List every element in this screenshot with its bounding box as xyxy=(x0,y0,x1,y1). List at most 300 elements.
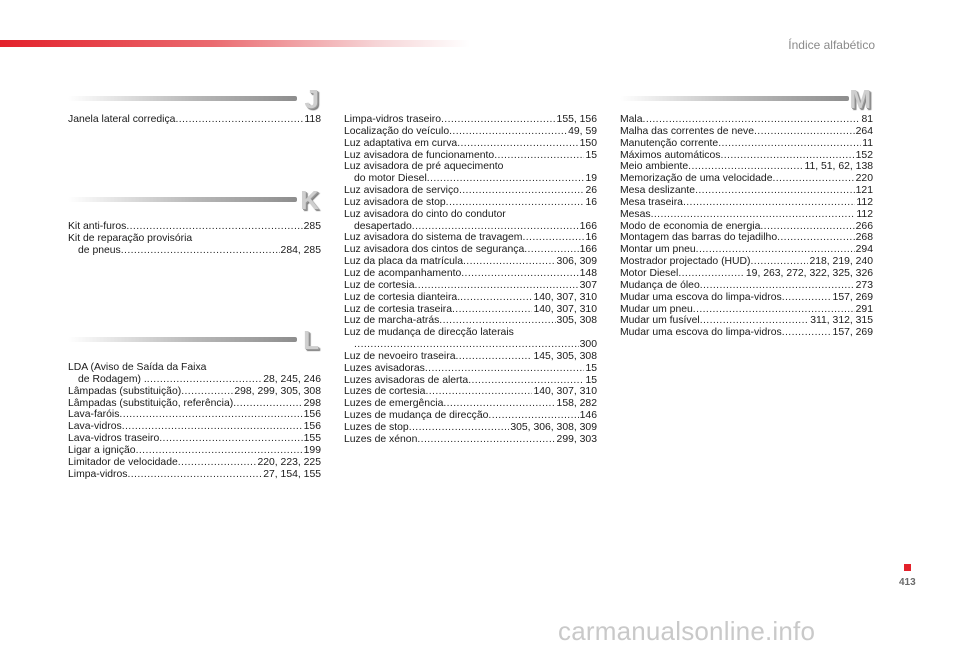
index-entry xyxy=(344,197,597,209)
index-entry-pages: 16 xyxy=(585,196,597,208)
index-entry-label: Mudar uma escova do limpa-vidros xyxy=(620,291,782,303)
index-entry-label: Luz avisadora de stop xyxy=(344,196,446,208)
index-entry xyxy=(344,363,597,375)
index-entry-pages: 307 xyxy=(579,279,597,291)
index-entry xyxy=(344,126,597,138)
leader-dots xyxy=(175,114,303,126)
index-entry-pages: 15 xyxy=(585,149,597,161)
index-entry-label: Luz de cortesia dianteira. xyxy=(344,291,461,303)
leader-dots xyxy=(417,434,555,446)
index-entry-line xyxy=(68,421,321,433)
section-letter: K xyxy=(300,185,319,215)
index-entry xyxy=(344,185,597,197)
index-entry xyxy=(620,138,873,150)
index-entry-line xyxy=(344,434,597,446)
page-title: Índice alfabético xyxy=(788,38,875,52)
index-entry xyxy=(620,268,873,280)
index-entry-pages: 11, 51, 62, 138 xyxy=(804,161,873,173)
section-heading-j xyxy=(68,86,321,116)
index-entry-line xyxy=(620,138,873,150)
leader-dots xyxy=(522,232,584,244)
index-entry-label: Limpa-vidros traseiro xyxy=(344,114,442,125)
index-entry-pages: 19, 263, 272, 322, 325, 326 xyxy=(745,267,873,279)
index-entry-label: de pneus xyxy=(78,244,121,256)
index-entry-pages: 298, 299, 305, 308 xyxy=(234,385,321,397)
leader-dots xyxy=(651,209,856,221)
index-entry xyxy=(344,280,597,292)
index-entry-label: do motor Diesel xyxy=(354,173,427,185)
index-entry-pages: 291 xyxy=(855,303,873,315)
heading-rule xyxy=(68,337,297,342)
index-entry-pages: 156 xyxy=(303,409,321,421)
index-entry-label: Luz avisadora do sistema de travagem xyxy=(344,232,523,244)
leader-dots xyxy=(414,280,578,292)
index-entry-line xyxy=(344,292,597,304)
leader-dots xyxy=(463,256,556,268)
index-entry xyxy=(344,375,597,387)
leader-dots xyxy=(443,398,555,410)
index-entry-label: Meio ambiente xyxy=(620,161,689,173)
index-entry-label: Janela lateral corrediça xyxy=(68,114,176,125)
index-entry xyxy=(620,315,873,327)
heading-rule xyxy=(68,197,297,202)
index-entry-line xyxy=(344,244,597,256)
index-entry-label: Luz de cortesia traseira xyxy=(344,303,453,315)
index-entry xyxy=(344,304,597,316)
index-entry-line xyxy=(344,150,597,162)
index-entry-label: Mesa traseira xyxy=(620,196,683,208)
index-entry-label: Modo de economia de energia xyxy=(620,220,761,232)
index-entry-label: Localização do veículo xyxy=(344,125,450,137)
index-entry-line xyxy=(344,410,597,422)
index-entry-pages: 140, 307, 310 xyxy=(533,291,597,303)
leader-dots xyxy=(643,114,861,126)
index-entry-line xyxy=(344,422,597,434)
leader-dots xyxy=(233,398,302,410)
index-entry-pages: 121 xyxy=(855,185,873,197)
index-entry-label: Malha das correntes de neve xyxy=(620,125,755,137)
index-entry-line xyxy=(68,445,321,457)
leader-dots xyxy=(678,268,745,280)
index-entry xyxy=(68,398,321,410)
index-entry-label: Luz avisadora do cinto do condutor xyxy=(344,208,506,220)
page-number: 413 xyxy=(899,577,916,588)
index-entry-label: Mostrador projectado (HUD) xyxy=(620,256,751,268)
leader-dots xyxy=(494,150,584,162)
leader-dots xyxy=(121,245,280,257)
index-list-j xyxy=(68,114,321,126)
leader-dots xyxy=(455,351,532,363)
index-list-k xyxy=(68,221,321,257)
leader-dots xyxy=(718,138,861,150)
index-entry-line xyxy=(620,315,873,327)
index-entry xyxy=(620,126,873,138)
index-entry-line xyxy=(620,256,873,268)
index-entry-pages: 157, 269 xyxy=(832,327,873,339)
leader-dots xyxy=(126,221,302,233)
index-entry xyxy=(344,209,597,233)
index-entry-label: Lava-faróis xyxy=(68,409,120,421)
index-entry xyxy=(68,457,321,469)
index-entry xyxy=(620,221,873,233)
index-entry-label: Luzes de mudança de direcção xyxy=(344,410,489,422)
section-heading-m xyxy=(620,86,873,116)
index-entry-label: Luz avisadora de funcionamento xyxy=(344,149,495,161)
index-entry-pages: 16 xyxy=(585,232,597,244)
index-entry-pages: 27, 154, 155 xyxy=(263,468,321,480)
index-entry-pages: 28, 245, 246 xyxy=(263,373,321,385)
index-entry-label: Luz de acompanhamento xyxy=(344,267,462,279)
index-entry-line xyxy=(620,161,873,173)
leader-dots xyxy=(354,339,579,351)
leader-dots xyxy=(159,433,302,445)
index-entry-pages: 300 xyxy=(579,339,597,351)
index-entry xyxy=(344,410,597,422)
leader-dots xyxy=(524,244,578,256)
section-letter: M xyxy=(849,84,871,114)
index-entry-label: Luz avisadora de serviço xyxy=(344,185,459,197)
index-entry-line xyxy=(68,374,321,386)
index-entry xyxy=(344,114,597,126)
leader-dots xyxy=(412,221,579,233)
section-heading-k xyxy=(68,187,321,217)
index-entry-line xyxy=(344,161,597,173)
index-entry-pages: 112 xyxy=(856,196,873,208)
index-entry-pages: 266 xyxy=(855,220,873,232)
index-entry xyxy=(620,150,873,162)
leader-dots xyxy=(695,185,855,197)
index-entry xyxy=(620,173,873,185)
index-entry-line xyxy=(620,292,873,304)
index-entry-pages: 158, 282 xyxy=(556,398,597,410)
index-entry-line xyxy=(620,304,873,316)
index-entry-label: desapertado xyxy=(354,220,412,232)
index-list-l-continued xyxy=(344,114,597,446)
index-entry-line xyxy=(344,363,597,375)
index-entry-pages: 199 xyxy=(303,444,321,456)
index-entry-pages: 220 xyxy=(855,173,873,185)
index-entry-label: Lâmpadas (substituição, referência) xyxy=(68,397,234,409)
index-entry-pages: 284, 285 xyxy=(280,244,321,256)
index-entry-line xyxy=(620,268,873,280)
index-entry xyxy=(620,161,873,173)
index-entry-label: Mudar um pneu xyxy=(620,303,693,315)
index-entry-line xyxy=(620,150,873,162)
index-entry xyxy=(344,315,597,327)
index-entry xyxy=(344,244,597,256)
index-entry xyxy=(620,327,873,339)
index-entry-label: Máximos automáticos xyxy=(620,149,721,161)
index-entry-line xyxy=(344,280,597,292)
leader-dots xyxy=(409,422,510,434)
index-entry-pages: 220, 223, 225 xyxy=(257,456,321,468)
index-entry-label: Montar um pneu xyxy=(620,244,696,256)
index-entry-pages: 81 xyxy=(861,114,873,125)
index-entry xyxy=(620,197,873,209)
leader-dots xyxy=(452,304,532,316)
index-entry xyxy=(68,469,321,481)
index-entry-label: Lâmpadas (substituição) xyxy=(68,385,182,397)
leader-dots xyxy=(439,315,555,327)
index-entry xyxy=(620,292,873,304)
index-entry-line xyxy=(344,256,597,268)
index-entry-label: Motor Diesel xyxy=(620,267,679,279)
index-entry-line xyxy=(68,398,321,410)
index-entry-line xyxy=(620,280,873,292)
index-entry-line xyxy=(68,469,321,481)
index-entry xyxy=(344,292,597,304)
index-entry-line xyxy=(620,221,873,233)
leader-dots xyxy=(468,375,584,387)
index-entry xyxy=(620,185,873,197)
leader-dots xyxy=(696,244,855,256)
leader-dots xyxy=(720,150,854,162)
index-entry-label: Luz avisadora de pré aquecimento xyxy=(344,161,504,173)
index-entry-pages: 268 xyxy=(855,232,873,244)
index-entry xyxy=(344,386,597,398)
index-entry-line xyxy=(620,126,873,138)
index-entry-line xyxy=(68,433,321,445)
index-entry-line xyxy=(620,209,873,221)
leader-dots xyxy=(441,114,556,126)
index-entry-pages: 19 xyxy=(585,173,597,185)
index-entry-pages: 218, 219, 240 xyxy=(809,256,873,268)
watermark: carmanualsonline.info xyxy=(558,616,816,646)
index-entry-label: Mesa deslizante xyxy=(620,185,696,197)
index-entry xyxy=(344,351,597,363)
index-entry-label: Lava-vidros xyxy=(68,421,122,433)
index-entry-label: Kit anti-furos xyxy=(68,221,127,232)
index-entry-label: de Rodagem) . xyxy=(78,373,147,385)
index-entry-pages: 155, 156 xyxy=(556,114,597,125)
index-entry xyxy=(620,280,873,292)
section-letter: L xyxy=(303,325,319,355)
index-entry-pages: 15 xyxy=(585,374,597,386)
index-entry-line xyxy=(620,232,873,244)
leader-dots xyxy=(754,126,855,138)
index-entry-line xyxy=(344,304,597,316)
index-entry-label: Luz da placa da matrícula xyxy=(344,256,463,268)
index-entry-line xyxy=(344,197,597,209)
index-entry-pages: 11 xyxy=(862,137,873,149)
index-entry-line xyxy=(620,114,873,126)
leader-dots xyxy=(127,469,262,481)
index-entry-label: Luz de marcha-atrás xyxy=(344,315,440,327)
index-list-m xyxy=(620,114,873,339)
index-entry-pages: 148 xyxy=(579,267,597,279)
section-heading-l xyxy=(68,327,321,357)
index-entry-line xyxy=(68,221,321,233)
index-entry-pages: 150 xyxy=(579,137,597,149)
index-entry-line xyxy=(620,327,873,339)
index-entry-line xyxy=(344,339,597,351)
index-entry-pages: 156 xyxy=(303,421,321,433)
index-entry-label: Mudar uma escova do limpa-vidros xyxy=(620,327,782,339)
index-entry-pages: 311, 312, 315 xyxy=(810,315,873,327)
index-entry-line xyxy=(344,126,597,138)
index-entry-line xyxy=(344,327,597,339)
index-entry-label: Manutenção corrente xyxy=(620,137,719,149)
index-entry-label: Memorização de uma velocidade xyxy=(620,173,773,185)
index-entry-line xyxy=(620,185,873,197)
index-entry-label: Luzes de cortesia xyxy=(344,386,426,398)
index-entry xyxy=(344,150,597,162)
index-entry xyxy=(344,434,597,446)
leader-dots xyxy=(751,256,809,268)
index-entry-pages: 118 xyxy=(304,114,321,125)
index-entry-line xyxy=(344,221,597,233)
index-entry-line xyxy=(344,268,597,280)
page-marker xyxy=(904,564,911,571)
index-entry-line xyxy=(620,197,873,209)
index-entry-label: Luz de cortesia xyxy=(344,279,415,291)
index-entry-label: Luz de nevoeiro traseira xyxy=(344,350,456,362)
index-entry-pages: 306, 309 xyxy=(556,256,597,268)
leader-dots xyxy=(459,185,585,197)
index-entry-line xyxy=(68,409,321,421)
index-entry-pages: 166 xyxy=(579,220,597,232)
index-entry xyxy=(344,161,597,185)
index-entry-line xyxy=(68,386,321,398)
index-entry xyxy=(68,114,321,126)
index-entry-line xyxy=(344,232,597,244)
leader-dots xyxy=(427,173,585,185)
index-entry-label: Mesas xyxy=(620,208,651,220)
index-entry-pages: 166 xyxy=(579,244,597,256)
index-entry-pages: 299, 303 xyxy=(556,433,597,445)
index-entry-label: Luz de mudança de direcção laterais xyxy=(344,327,514,339)
index-entry xyxy=(68,221,321,233)
index-entry-pages: 298 xyxy=(303,397,321,409)
index-entry-label: Mudar um fusível xyxy=(620,315,700,327)
index-entry-pages: 140, 307, 310 xyxy=(533,386,597,398)
index-entry-line xyxy=(68,114,321,126)
index-entry-label: Luz adaptativa em curva xyxy=(344,137,458,149)
index-entry xyxy=(68,362,321,386)
index-entry xyxy=(620,232,873,244)
index-entry-pages: 155 xyxy=(303,433,321,445)
index-entry xyxy=(620,209,873,221)
index-entry-label: Luzes avisadoras xyxy=(344,362,425,374)
leader-dots xyxy=(488,410,578,422)
leader-dots xyxy=(693,304,855,316)
index-entry xyxy=(68,386,321,398)
leader-dots xyxy=(425,386,532,398)
index-entry-pages: 264 xyxy=(855,125,873,137)
index-entry xyxy=(344,422,597,434)
index-entry-pages: 112 xyxy=(856,208,873,220)
index-entry xyxy=(344,268,597,280)
index-entry-line xyxy=(344,114,597,126)
index-entry-label: Mudança de óleo xyxy=(620,279,700,291)
index-entry-pages: 146 xyxy=(579,410,597,422)
leader-dots xyxy=(457,138,578,150)
heading-rule xyxy=(620,96,849,101)
index-entry-label: Luzes de stop xyxy=(344,421,409,433)
index-entry-label: Kit de reparação provisória xyxy=(68,232,193,244)
leader-dots xyxy=(760,221,854,233)
index-entry xyxy=(344,232,597,244)
leader-dots xyxy=(683,197,855,209)
index-entry xyxy=(620,256,873,268)
index-entry-label: LDA (Aviso de Saída da Faixa xyxy=(68,362,207,373)
index-entry-line xyxy=(344,375,597,387)
leader-dots xyxy=(460,292,532,304)
index-entry-pages: 285 xyxy=(303,221,321,232)
header-accent-bar xyxy=(0,40,470,47)
index-entry xyxy=(344,327,597,351)
index-entry-pages: 157, 269 xyxy=(832,291,873,303)
index-entry-label: Limpa-vidros xyxy=(68,468,128,480)
leader-dots xyxy=(772,173,854,185)
index-entry-line xyxy=(68,233,321,245)
leader-dots xyxy=(136,445,303,457)
index-entry-line xyxy=(344,386,597,398)
index-entry-pages: 273 xyxy=(855,279,873,291)
index-entry xyxy=(620,114,873,126)
index-entry xyxy=(68,445,321,457)
leader-dots xyxy=(425,363,585,375)
index-entry-pages: 305, 308 xyxy=(556,315,597,327)
index-entry-line xyxy=(344,315,597,327)
index-entry xyxy=(68,421,321,433)
index-entry-label: Luzes avisadoras de alerta xyxy=(344,374,469,386)
index-entry-line xyxy=(68,362,321,374)
index-entry-line xyxy=(620,173,873,185)
leader-dots xyxy=(782,327,832,339)
index-entry-line xyxy=(344,173,597,185)
index-entry-line xyxy=(68,457,321,469)
index-entry-pages: 145, 305, 308 xyxy=(533,350,597,362)
leader-dots xyxy=(178,457,257,469)
leader-dots xyxy=(700,315,810,327)
index-entry-label: Luzes de xénon xyxy=(344,433,418,445)
index-entry-line xyxy=(344,138,597,150)
index-entry xyxy=(68,409,321,421)
index-entry xyxy=(344,138,597,150)
leader-dots xyxy=(119,409,302,421)
index-entry-label: Lava-vidros traseiro xyxy=(68,433,160,445)
index-entry-pages: 26 xyxy=(585,185,597,197)
leader-dots xyxy=(688,161,803,173)
index-entry-line xyxy=(344,351,597,363)
leader-dots xyxy=(461,268,578,280)
index-entry-pages: 294 xyxy=(855,244,873,256)
heading-rule xyxy=(68,96,297,101)
index-entry-line xyxy=(344,209,597,221)
index-entry-pages: 152 xyxy=(855,149,873,161)
leader-dots xyxy=(446,197,585,209)
index-entry xyxy=(620,304,873,316)
leader-dots xyxy=(181,386,233,398)
leader-dots xyxy=(147,374,262,386)
index-entry-line xyxy=(344,185,597,197)
leader-dots xyxy=(700,280,855,292)
index-entry xyxy=(344,398,597,410)
index-entry xyxy=(344,256,597,268)
leader-dots xyxy=(782,292,832,304)
index-entry-line xyxy=(68,245,321,257)
index-entry-label: Montagem das barras do tejadilho xyxy=(620,232,778,244)
index-entry-pages: 15 xyxy=(585,362,597,374)
index-entry-label: Limitador de velocidade xyxy=(68,456,178,468)
index-entry-label: Ligar a ignição xyxy=(68,444,136,456)
index-entry-label: Mala xyxy=(620,114,643,125)
index-entry-label: Luzes de emergência xyxy=(344,398,444,410)
index-entry-line xyxy=(620,244,873,256)
section-letter: J xyxy=(304,84,319,114)
index-entry xyxy=(68,233,321,257)
